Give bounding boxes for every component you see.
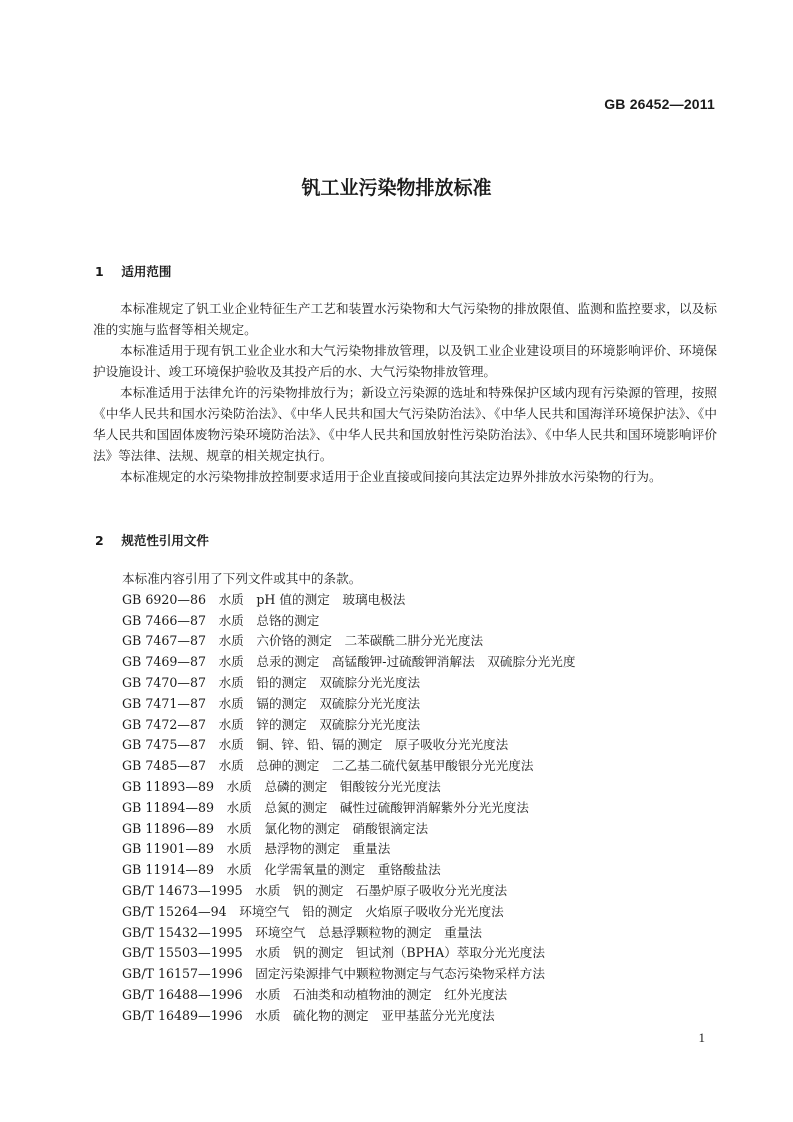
reference-intro: 本标准内容引用了下列文件或其中的条款。: [122, 571, 362, 586]
reference-item: GB/T 15264—94 环境空气 铅的测定 火焰原子吸收分光光度法: [122, 903, 504, 919]
section-1-number: 1: [95, 264, 104, 279]
reference-item: GB/T 15432—1995 环境空气 总悬浮颗粒物的测定 重量法: [122, 924, 482, 940]
reference-item: GB 7470—87 水质 铅的测定 双硫腙分光光度法: [122, 674, 421, 690]
section-1-paragraph-1: 本标准规定了钒工业企业特征生产工艺和装置水污染物和大气污染物的排放限值、监测和监控要求，以及标准的实施与监督等相关规定。: [93, 301, 717, 337]
reference-item: GB/T 16157—1996 固定污染源排气中颗粒物测定与气态污染物采样方法: [122, 966, 545, 982]
reference-item: GB 7475—87 水质 铜、锌、铅、镉的测定 原子吸收分光光度法: [122, 737, 509, 753]
reference-item: GB 7467—87 水质 六价铬的测定 二苯碳酰二肼分光光度法: [122, 633, 484, 649]
reference-item: GB 6920—86 水质 pH 值的测定 玻璃电极法: [122, 591, 406, 607]
section-2-title: 规范性引用文件: [121, 533, 209, 548]
reference-item: GB 11896—89 水质 氯化物的测定 硝酸银滴定法: [122, 820, 429, 836]
reference-item: GB/T 16489—1996 水质 硫化物的测定 亚甲基蓝分光光度法: [122, 1007, 495, 1023]
reference-item: GB 11901—89 水质 悬浮物的测定 重量法: [122, 841, 391, 857]
reference-item: GB 11893—89 水质 总磷的测定 钼酸铵分光光度法: [122, 778, 441, 794]
section-1-title: 适用范围: [121, 264, 172, 279]
reference-list: [122, 569, 722, 1027]
reference-item: GB 7485—87 水质 总砷的测定 二乙基二硫代氨基甲酸银分光光度法: [122, 758, 534, 774]
section-1-paragraph-4: 本标准规定的水污染物排放控制要求适用于企业直接或间接向其法定边界外排放水污染物的行为。: [120, 469, 662, 484]
reference-item: GB 11914—89 水质 化学需氧量的测定 重铬酸盐法: [122, 862, 441, 878]
reference-item: GB 7469—87 水质 总汞的测定 高锰酸钾-过硫酸钾消解法 双硫腙分光光度: [122, 654, 576, 670]
standard-number: GB 26452—2011: [604, 96, 715, 112]
section-2-heading: [95, 531, 209, 549]
document-title: 钒工业污染物排放标准: [301, 177, 492, 199]
reference-item: GB 11894—89 水质 总氮的测定 碱性过硫酸钾消解紫外分光光度法: [122, 799, 529, 815]
reference-item: GB 7472—87 水质 锌的测定 双硫腙分光光度法: [122, 716, 421, 732]
section-1-paragraph-3: 本标准适用于法律允许的污染物排放行为；新设立污染源的选址和特殊保护区域内现有污染源的管理，按照《中华人民共和国水污染防治法》、《中华人民共和国大气污染防治法》、《中华人民共和国海洋环境保护法》、《中华人民共和国固体废物污染环境防治法》、《中华人民共和国放射性污染防治法》、《中华人民共和国环境影响评价法》等法律、法规、规章的相关规定执行。: [93, 385, 717, 463]
page-number: 1: [698, 1030, 705, 1045]
reference-item: GB 7466—87 水质 总铬的测定: [122, 612, 320, 628]
section-2-number: 2: [95, 533, 104, 548]
section-1-heading: [95, 262, 171, 280]
section-1-paragraph-2: 本标准适用于现有钒工业企业水和大气污染物排放管理，以及钒工业企业建设项目的环境影响评价、环境保护设施设计、竣工环境保护验收及其投产后的水、大气污染物排放管理。: [93, 343, 717, 379]
reference-item: GB/T 14673—1995 水质 钒的测定 石墨炉原子吸收分光光度法: [122, 882, 508, 898]
reference-item: GB/T 15503—1995 水质 钒的测定 钽试剂（BPHA）萃取分光光度法: [122, 945, 545, 961]
reference-item: GB/T 16488—1996 水质 石油类和动植物油的测定 红外光度法: [122, 986, 508, 1002]
reference-item: GB 7471—87 水质 镉的测定 双硫腙分光光度法: [122, 695, 421, 711]
